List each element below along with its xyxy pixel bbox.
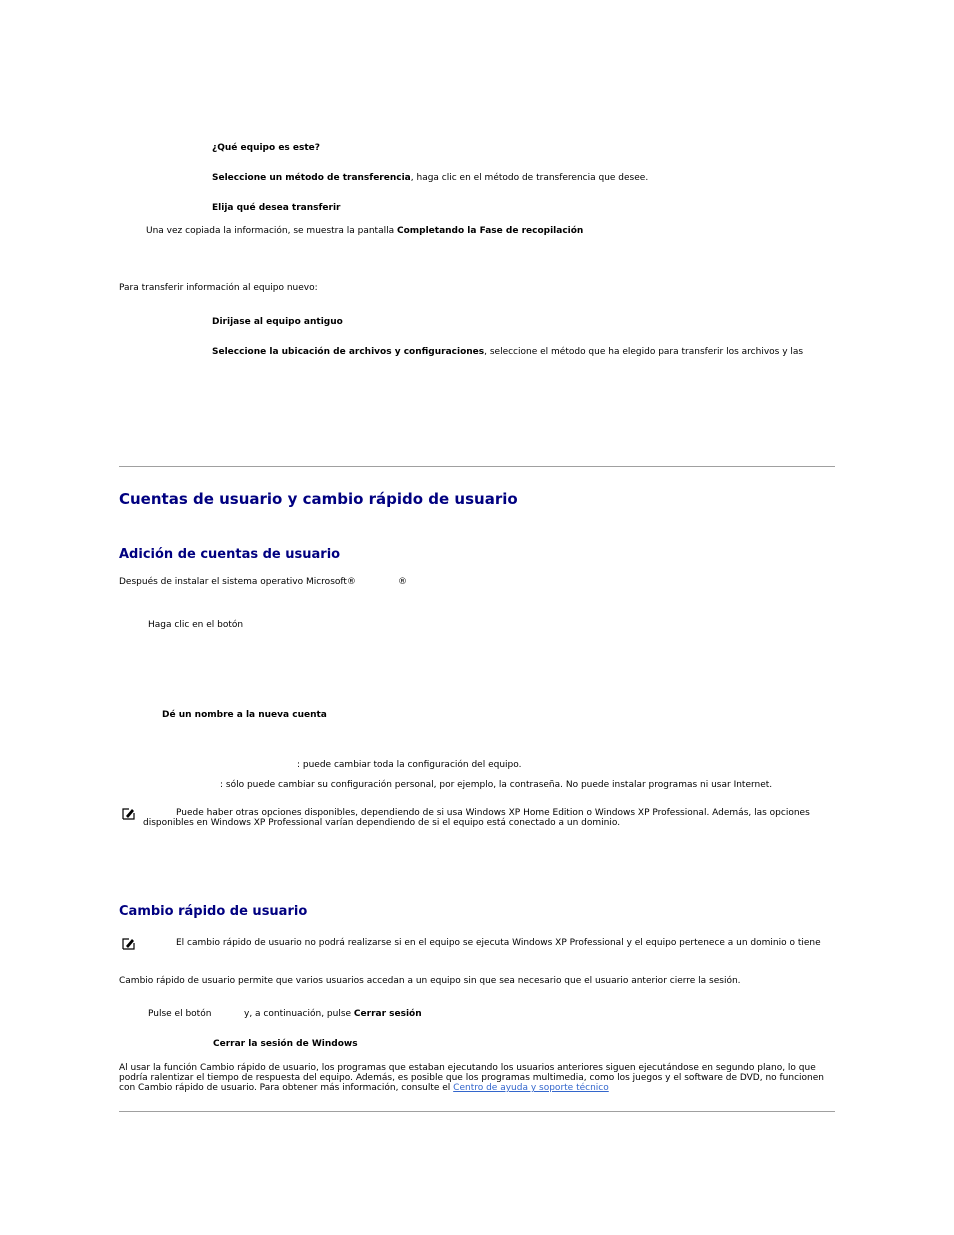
step-metodo-bold: Seleccione un método de transferencia	[212, 173, 411, 183]
fast-switch-paragraph-text: Al usar la función Cambio rápido de usuario, los programas que estaban ejecutando los usuarios anteriores siguen ejecutándose en segundo plano, lo que podría ralentizar el tiempo de respuesta del equipo. Además, es posible que los programas multimedia, como los juegos y el software de DVD, no funcionen con Cambio rápido de usuario. Para obtener más información, consulte el	[119, 1063, 824, 1093]
step-haga-clic: Haga clic en el botón	[148, 620, 244, 630]
add-accounts-intro-b: ®	[398, 577, 407, 587]
fast-switch-paragraph	[119, 1063, 835, 1093]
section-divider-top	[119, 466, 835, 467]
note-fast-switch-text: El cambio rápido de usuario no podrá realizarse si en el equipo se ejecuta Windows XP Professional y el equipo pertenece a un dominio o tiene	[176, 938, 821, 948]
step-copiada	[146, 226, 583, 237]
copied-prefix: Una vez copiada la información, se muestra la pantalla	[146, 226, 397, 236]
step-pulse-b	[244, 1009, 422, 1020]
step-elija-transferir: Elija qué desea transferir	[212, 203, 341, 213]
note-pencil-icon	[122, 807, 135, 820]
section-title-add-accounts: Adición de cuentas de usuario	[119, 547, 341, 562]
step-nombre-cuenta: Dé un nombre a la nueva cuenta	[162, 710, 327, 720]
step-metodo-transferencia	[212, 173, 648, 184]
help-center-link[interactable]: Centro de ayuda y soporte técnico	[453, 1083, 609, 1093]
step-cerrar-sesion-windows: Cerrar la sesión de Windows	[213, 1039, 358, 1049]
note-pencil-icon	[122, 937, 135, 950]
add-accounts-intro-a: Después de instalar el sistema operativo Microsoft®	[119, 577, 356, 587]
fast-switch-intro: Cambio rápido de usuario permite que varios usuarios accedan a un equipo sin que sea necesario que el usuario anterior cierre la sesión.	[119, 976, 741, 986]
section-title-user-accounts: Cuentas de usuario y cambio rápido de usuario	[119, 490, 518, 508]
step-ubicacion-bold: Seleccione la ubicación de archivos y configuraciones	[212, 347, 485, 357]
step-que-equipo: ¿Qué equipo es este?	[212, 143, 320, 153]
step-pulse-b-text: y, a continuación, pulse	[244, 1009, 354, 1019]
note-options-text: Puede haber otras opciones disponibles, dependiendo de si usa Windows XP Home Edition o Windows XP Professional. Además, las opciones disponibles en Windows XP Professional varían dependiendo de si el equipo está conectado a un dominio.	[143, 808, 810, 828]
step-pulse-a: Pulse el botón	[148, 1009, 212, 1019]
step-dirijase: Dirijase al equipo antiguo	[212, 317, 343, 327]
step-ubicacion	[212, 347, 803, 358]
section-divider-bottom	[119, 1111, 835, 1112]
step-pulse-bold: Cerrar sesión	[353, 1009, 422, 1019]
copied-bold: Completando la Fase de recopilación	[396, 226, 584, 236]
step-metodo-rest: , haga clic en el método de transferencia que desee.	[410, 173, 649, 183]
option-limited: : sólo puede cambiar su configuración personal, por ejemplo, la contraseña. No puede instalar programas ni usar Internet.	[220, 780, 773, 790]
section-title-fast-switch: Cambio rápido de usuario	[119, 904, 308, 919]
step-ubicacion-rest: , seleccione el método que ha elegido para transferir los archivos y las	[484, 347, 804, 357]
option-admin: : puede cambiar toda la configuración del equipo.	[297, 760, 522, 770]
new-computer-intro: Para transferir información al equipo nuevo:	[119, 283, 318, 293]
